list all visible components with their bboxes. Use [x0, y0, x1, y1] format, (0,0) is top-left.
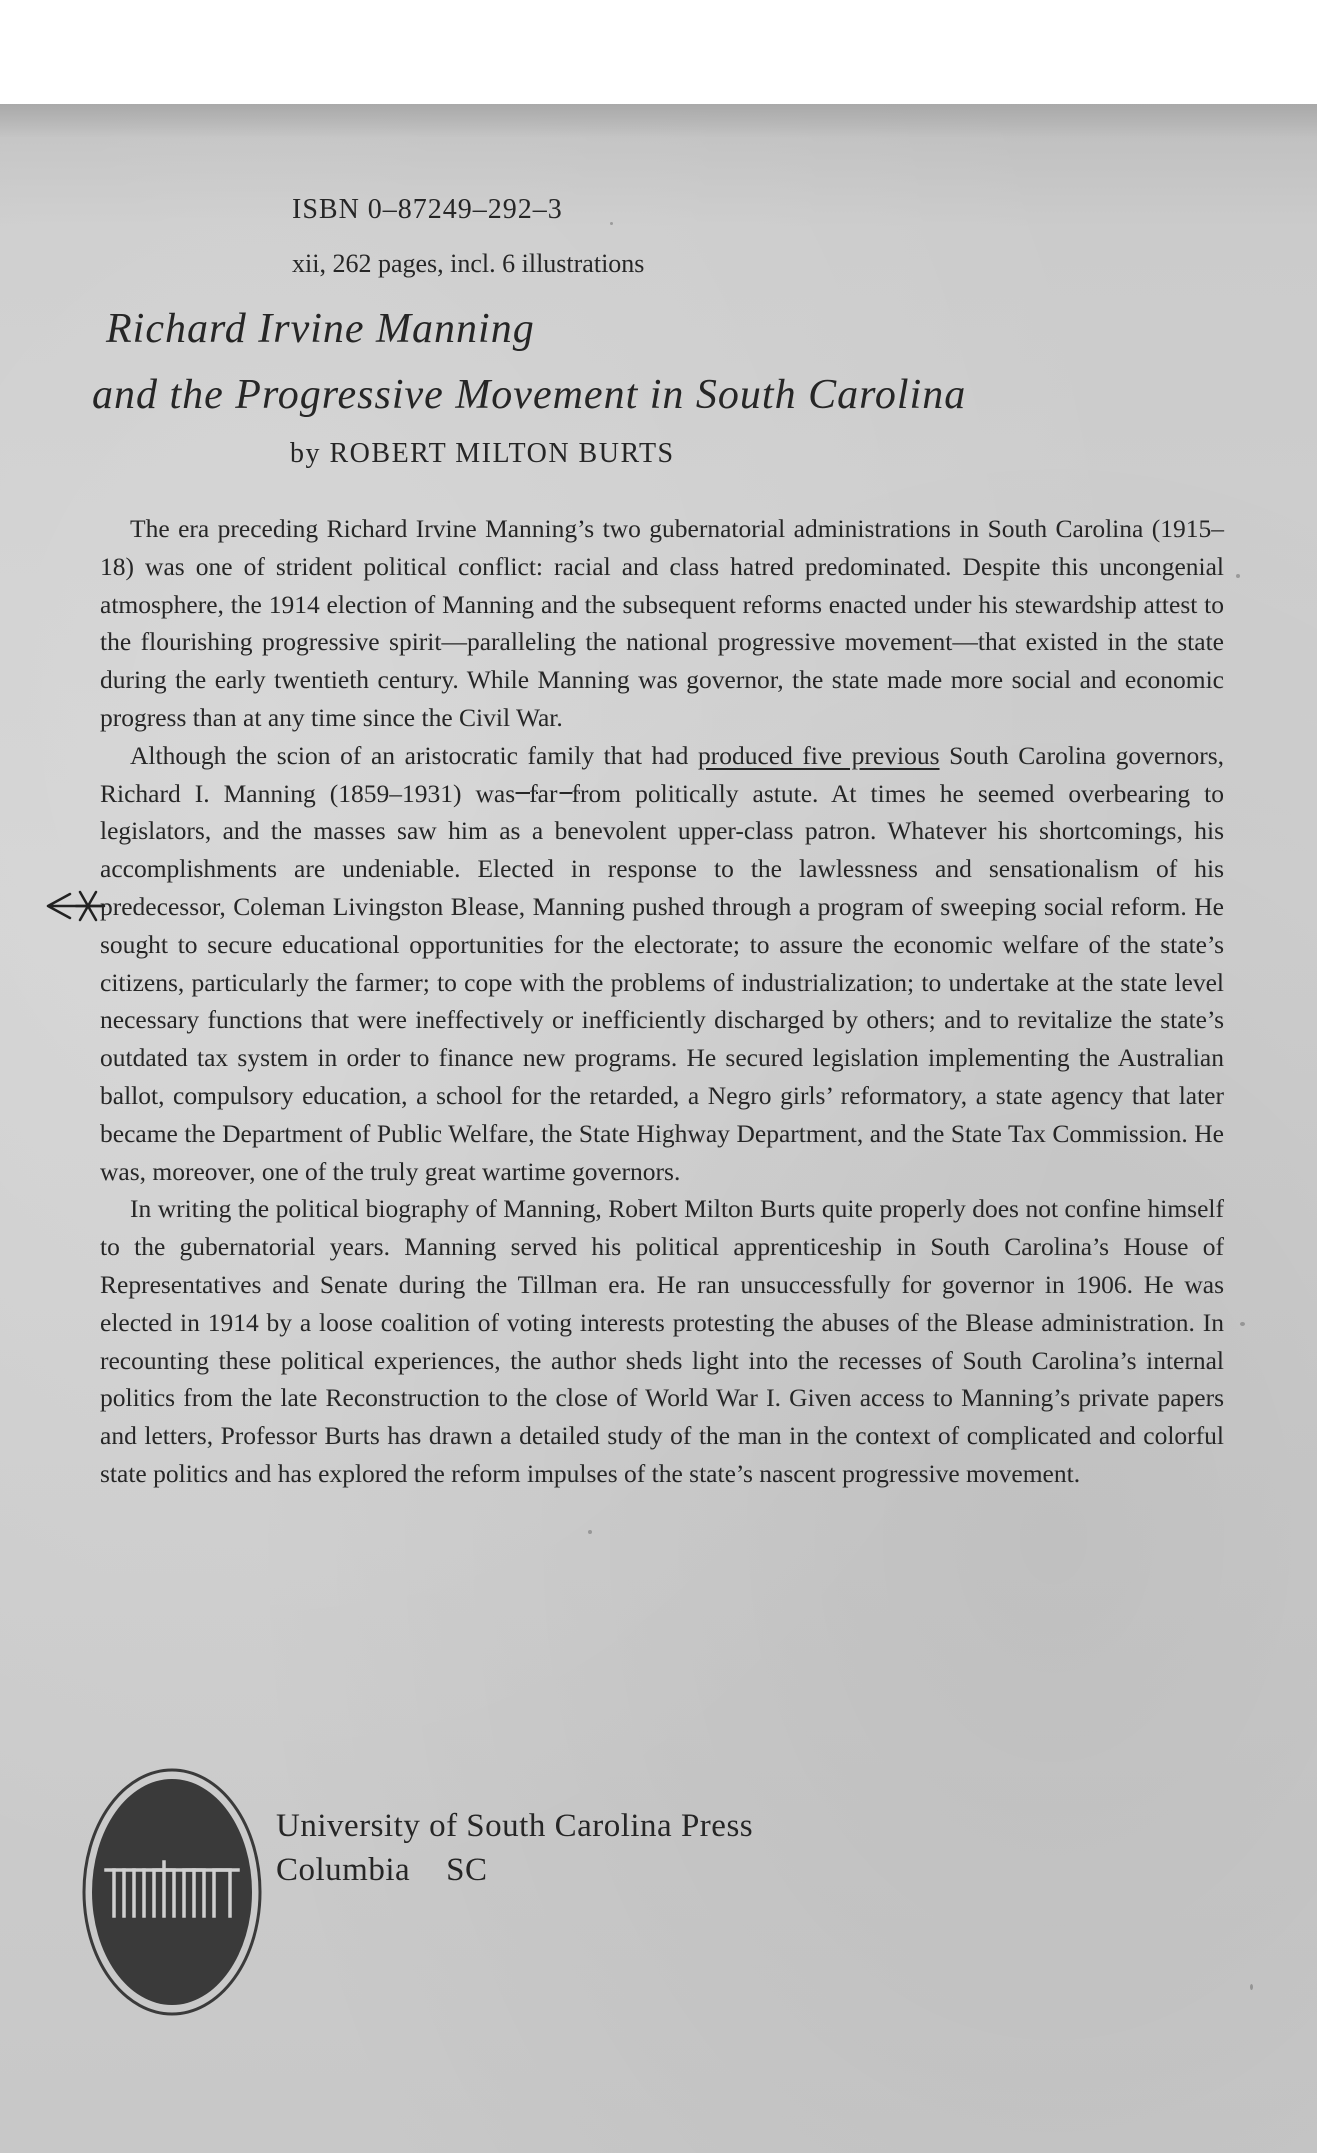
paper-speck: [588, 1530, 592, 1534]
book-jacket-page: [0, 104, 1317, 2153]
paper-speck: [1240, 1322, 1245, 1326]
paragraph-2-start: Although the scion of an aristocratic family that had: [130, 740, 689, 770]
paper-speck: [610, 222, 613, 225]
author-byline: by ROBERT MILTON BURTS: [290, 438, 675, 469]
publisher-block: [276, 1804, 753, 1892]
paragraph-2-end: politically astute. At times he seemed overbearing to legislators, and the masses saw him as a benevolent upper-class patron. Whatever his shortcomings, his accomplishments are undeniable. Elected in response to the lawlessness and sensationalism of his predecessor, Coleman Livingston Blease, Manning pushed through a program of sweeping social reform. He sought to secure educational opportunities for the electorate; to assure the economic welfare of the state’s citizens, particularly the farmer; to cope with the problems of industrialization; to undertake at the state level necessary functions that were ineffectively or inefficiently discharged by others; and to revitalize the state’s outdated tax system in order to finance new programs. He secured legislation implementing the Australian ballot, compulsory education, a school for the retarded, a Negro girls’ reformatory, a state agency that later became the Department of Public Welfare, the State Highway Department, and the State Tax Commission. He was, moreover, one of the truly great wartime governors.: [100, 778, 1224, 1186]
paragraph-1: The era preceding Richard Irvine Manning’s two gubernatorial administrations in South Carolina (1915–18) was one of strident political conflict: racial and class hatred predominated. Despite this uncongenial atmosphere, the 1914 election of Manning and the subsequent reforms enacted under his stewardship attest to the flourishing progressive spirit—paralleling the national progressive movement—that existed in the state during the early twentieth century. While Manning was governor, the state made more social and economic progress than at any time since the Civil War.: [100, 514, 1224, 732]
handwritten-star-arrow-icon: [44, 886, 108, 926]
paragraph-3: In writing the political biography of Manning, Robert Milton Burts quite properly does not confine himself to the gubernatorial years. Manning served his political apprenticeship in South Carolina’s House of Representatives and Senate during the Tillman era. He ran unsuccessfully for governor in 1906. He was elected in 1914 by a loose coalition of voting interests protesting the abuses of the Blease administration. In recounting these political experiences, the author sheds light into the recesses of South Carolina’s internal politics from the late Reconstruction to the close of World War I. Given access to Manning’s private papers and letters, Professor Burts has drawn a detailed study of the man in the context of complicated and colorful state politics and has explored the reform impulses of the state’s nascent progressive movement.: [100, 1194, 1224, 1488]
struck-phrase: was far from: [475, 778, 622, 808]
isbn-line: ISBN 0–87249–292–3: [292, 194, 563, 225]
description-body: [100, 510, 1224, 1493]
underlined-phrase: produced five previous: [697, 740, 940, 770]
publisher-name: University of South Carolina Press: [276, 1808, 754, 1844]
paragraph-2: [100, 737, 1224, 1191]
page-count-line: xii, 262 pages, incl. 6 illustrations: [292, 249, 645, 278]
paper-speck: [1236, 574, 1240, 578]
paper-speck: [1250, 1984, 1253, 1990]
paragraph-2-mid: South Carolina governors, Richard I. Manning (1859–1931): [100, 740, 1225, 808]
publisher-city: Columbia: [276, 1852, 411, 1888]
publisher-location: [276, 1848, 753, 1892]
page-top-edge: [0, 104, 1317, 138]
press-logo-icon: [80, 1766, 264, 2018]
title-line-1: Richard Irvine Manning: [106, 306, 535, 352]
title-line-2: and the Progressive Movement in South Carolina: [92, 372, 967, 418]
publisher-state: SC: [446, 1852, 488, 1888]
book-title: [92, 296, 1242, 428]
